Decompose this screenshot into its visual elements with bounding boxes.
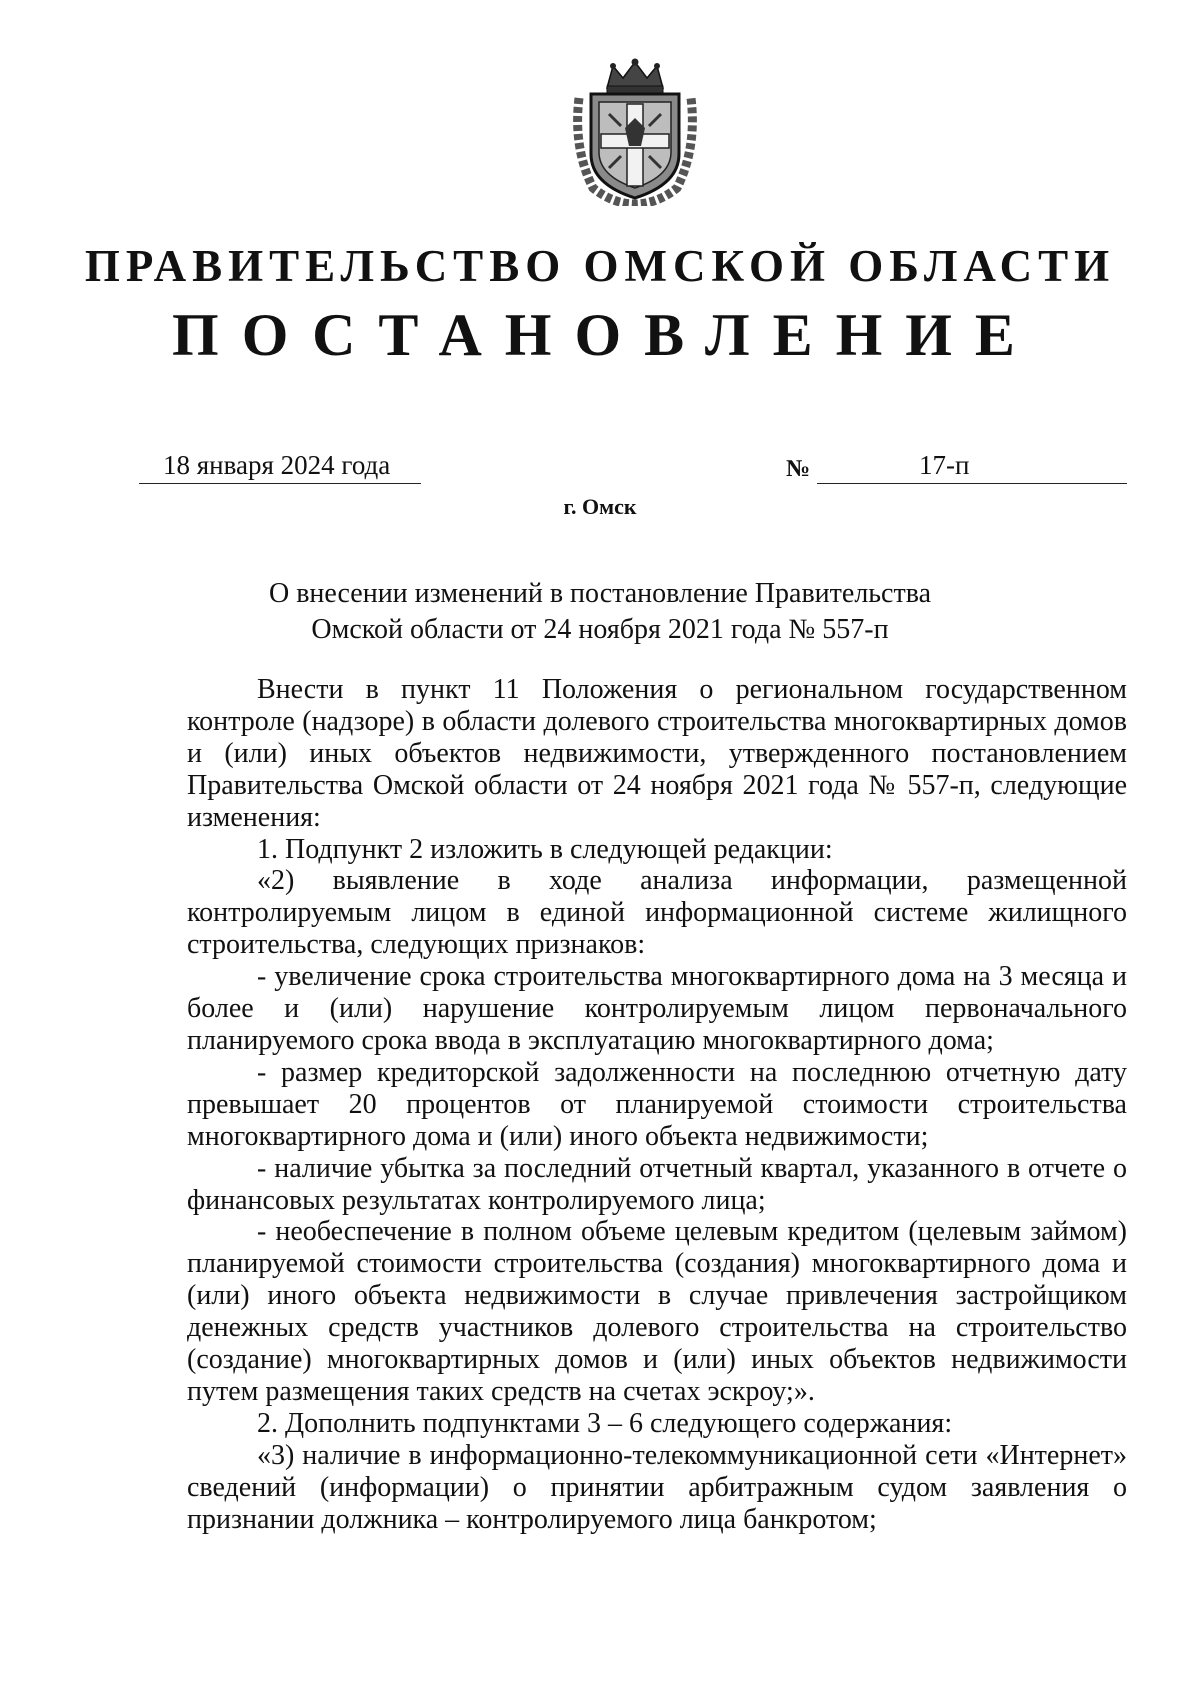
document-number: 17-п — [919, 450, 970, 480]
organization-title: ПРАВИТЕЛЬСТВО ОМСКОЙ ОБЛАСТИ — [84, 241, 1116, 291]
body-paragraph: - наличие убытка за последний отчетный квартал, указанного в отчете о финансовых результатах контролируемого лица; — [187, 1152, 1127, 1216]
body-paragraph: - размер кредиторской задолженности на последнюю отчетную дату превышает 20 процентов от планируемой стоимости строительства многоквартирного дома и (или) иного объекта недвижимости; — [187, 1056, 1127, 1152]
document-number-field — [817, 447, 1127, 484]
subject-line-2: Омской области от 24 ноября 2021 года № 557-п — [311, 614, 889, 645]
document-city: г. Омск — [563, 494, 637, 519]
subject-line-1: О внесении изменений в постановление Правительства — [268, 578, 932, 609]
body-paragraph: Внести в пункт 11 Положения о региональном государственном контроле (надзоре) в области долевого строительства многоквартирных домов и (или) иных объектов недвижимости, утвержденного постановлением Правительства Омской области от 24 ноября 2021 года № 557-п, следующие изменения: — [187, 674, 1127, 833]
body-paragraph: 1. Подпункт 2 изложить в следующей редакции: — [257, 833, 833, 865]
body-paragraph: - необеспечение в полном объеме целевым кредитом (целевым займом) планируемой стоимости строительства (создания) многоквартирного дома и (или) иного объекта недвижимости в случае привлечения застройщиком денежных средств участников долевого строительства на строительство (создание) многоквартирных домов и (или) иных объектов недвижимости путем размещения таких средств на счетах эскроу;». — [187, 1216, 1127, 1407]
omsk-region-coat-of-arms-icon — [573, 58, 697, 206]
document-date-field — [139, 447, 421, 484]
body-paragraph: - увеличение срока строительства многоквартирного дома на 3 месяца и более и (или) нарушение контролируемым лицом первоначального планируемого срока ввода в эксплуатацию многоквартирного дома; — [187, 961, 1127, 1056]
document-body — [187, 674, 1127, 1535]
body-paragraph: «2) выявление в ходе анализа информации, размещенной контролируемым лицом в единой информационной системе жилищного строительства, следующих признаков: — [187, 865, 1127, 961]
document-date: 18 января 2024 года — [163, 450, 391, 480]
number-sign: № — [786, 456, 811, 482]
document-type-title: ПОСТАНОВЛЕНИЕ — [172, 302, 1038, 368]
body-paragraph: 2. Дополнить подпунктами 3 – 6 следующего содержания: — [257, 1407, 953, 1439]
document-subject — [150, 576, 1050, 648]
body-paragraph: «3) наличие в информационно-телекоммуникационной сети «Интернет» сведений (информации) о принятии арбитражным судом заявления о признании должника – контролируемого лица банкротом; — [187, 1439, 1127, 1535]
